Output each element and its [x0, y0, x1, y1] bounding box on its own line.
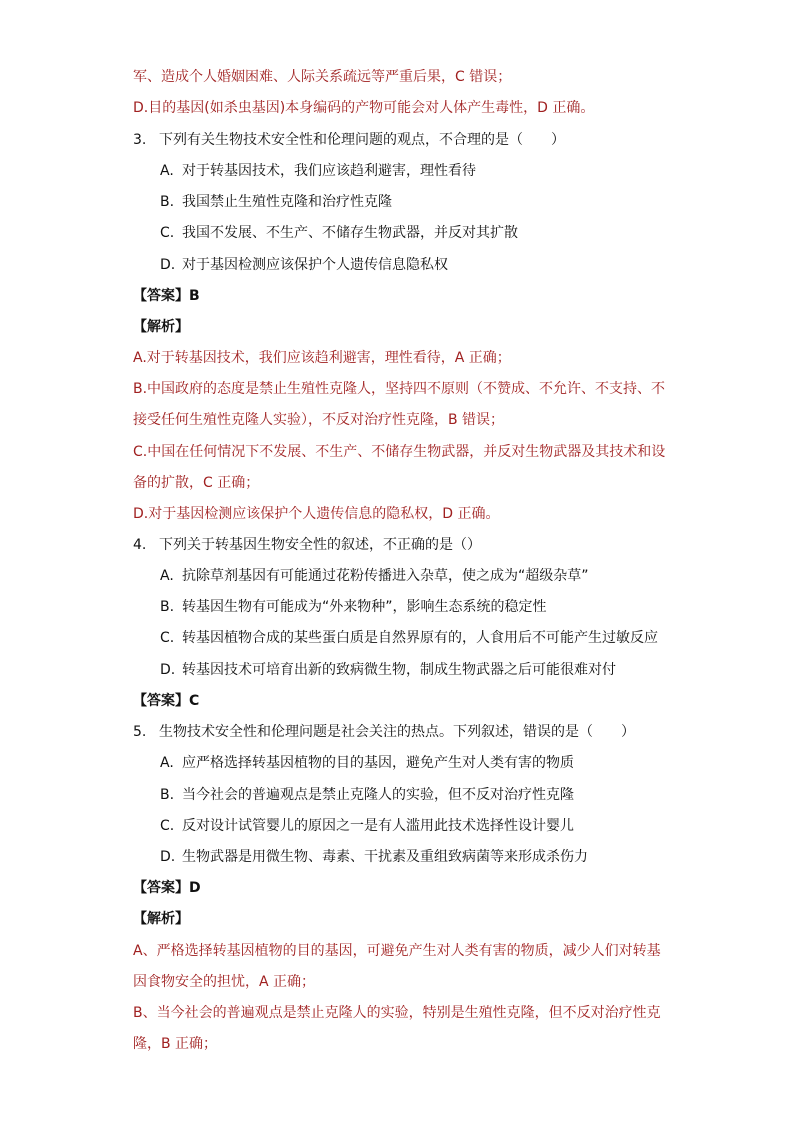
- option-letter: C.: [160, 225, 175, 241]
- explanation-line: 接受任何生殖性克隆人实验），不反对治疗性克隆，B 错误；: [133, 412, 505, 428]
- option-a: [160, 753, 574, 773]
- question-text: 下列关于转基因生物安全性的叙述，不正确的是（）: [159, 537, 481, 553]
- answer-label: 【答案】D: [133, 880, 201, 896]
- option-c: [160, 628, 658, 648]
- option-d: [160, 847, 588, 867]
- option-letter: B.: [160, 787, 175, 803]
- option-letter: B.: [160, 194, 175, 210]
- option-a: [160, 566, 589, 586]
- explanation-line: 因食物安全的担忧，A 正确；: [133, 974, 316, 990]
- explanation-line: B.中国政府的态度是禁止生殖性克隆人，坚持四不原则（不赞成、不允许、不支持、不: [133, 381, 666, 397]
- question-number: 3.: [133, 132, 147, 148]
- question-4-stem: [133, 535, 481, 555]
- option-c: [160, 816, 574, 836]
- answer-label: 【答案】C: [133, 693, 200, 709]
- option-text: 生物武器是用微生物、毒素、干扰素及重组致病菌等来形成杀伤力: [182, 849, 588, 865]
- option-letter: D.: [160, 849, 176, 865]
- option-letter: D.: [160, 257, 176, 273]
- option-text: 抗除草剂基因有可能通过花粉传播进入杂草，使之成为“超级杂草”: [182, 568, 589, 584]
- option-text: 我国不发展、不生产、不储存生物武器，并反对其扩散: [182, 225, 518, 241]
- option-text: 转基因植物合成的某些蛋白质是自然界原有的，人食用后不可能产生过敏反应: [182, 630, 658, 646]
- question-text: 生物技术安全性和伦理问题是社会关注的热点。下列叙述，错误的是（ ）: [159, 724, 635, 740]
- option-text: 对于基因检测应该保护个人遗传信息隐私权: [182, 257, 448, 273]
- option-d: [160, 255, 448, 275]
- option-b: [160, 785, 574, 805]
- option-letter: A.: [160, 568, 174, 584]
- explanation-line: 备的扩散，C 正确；: [133, 475, 260, 491]
- option-text: 转基因技术可培育出新的致病微生物，制成生物武器之后可能很难对付: [182, 662, 616, 678]
- question-number: 5.: [133, 724, 147, 740]
- option-c: [160, 223, 518, 243]
- option-text: 我国禁止生殖性克隆和治疗性克隆: [182, 194, 392, 210]
- option-letter: C.: [160, 630, 175, 646]
- option-a: [160, 161, 476, 181]
- question-number: 4.: [133, 537, 147, 553]
- explanation-line: 军、造成个人婚姻困难、人际关系疏远等严重后果，C 错误；: [133, 69, 512, 85]
- question-5-stem: [133, 722, 635, 742]
- question-text: 下列有关生物技术安全性和伦理问题的观点，不合理的是（ ）: [159, 132, 565, 148]
- option-text: 反对设计试管婴儿的原因之一是有人滥用此技术选择性设计婴儿: [182, 818, 574, 834]
- option-text: 对于转基因技术，我们应该趋利避害，理性看待: [182, 163, 476, 179]
- option-b: [160, 192, 392, 212]
- explanation-line: C.中国在任何情况下不发展、不生产、不储存生物武器，并反对生物武器及其技术和设: [133, 444, 666, 460]
- explanation-line: A、严格选择转基因植物的目的基因，可避免产生对人类有害的物质，减少人们对转基: [133, 943, 661, 959]
- explanation-line: B、当今社会的普遍观点是禁止克隆人的实验，特别是生殖性克隆，但不反对治疗性克: [133, 1005, 661, 1021]
- option-d: [160, 660, 616, 680]
- option-letter: D.: [160, 662, 176, 678]
- question-3-stem: [133, 130, 565, 150]
- option-b: [160, 597, 547, 617]
- option-letter: A.: [160, 163, 174, 179]
- option-letter: B.: [160, 599, 175, 615]
- option-text: 当今社会的普遍观点是禁止克隆人的实验，但不反对治疗性克隆: [182, 787, 574, 803]
- explanation-line: D.目的基因(如杀虫基因)本身编码的产物可能会对人体产生毒性，D 正确。: [133, 100, 595, 116]
- analysis-label: 【解析】: [133, 319, 189, 335]
- explanation-line: 隆，B 正确；: [133, 1036, 218, 1052]
- option-text: 转基因生物有可能成为“外来物种”，影响生态系统的稳定性: [182, 599, 547, 615]
- answer-label: 【答案】B: [133, 288, 200, 304]
- analysis-label: 【解析】: [133, 911, 189, 927]
- option-letter: A.: [160, 755, 174, 771]
- explanation-line: D.对于基因检测应该保护个人遗传信息的隐私权，D 正确。: [133, 506, 500, 522]
- option-text: 应严格选择转基因植物的目的基因，避免产生对人类有害的物质: [182, 755, 574, 771]
- option-letter: C.: [160, 818, 175, 834]
- explanation-line: A.对于转基因技术，我们应该趋利避害，理性看待，A 正确；: [133, 350, 511, 366]
